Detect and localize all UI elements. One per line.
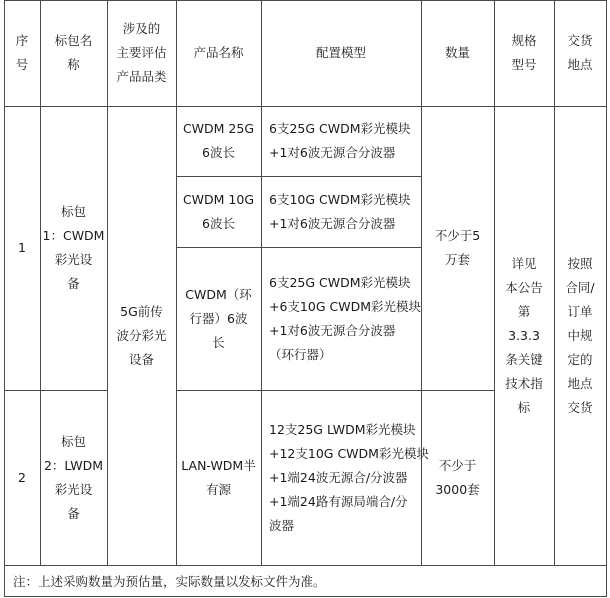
header-seq-line: 号 <box>15 57 29 72</box>
header-config-model <box>261 0 421 106</box>
spec-line: 3.3.3 <box>508 327 540 343</box>
delivery-line: 合同/ <box>565 279 595 295</box>
bid2-seq <box>4 390 40 565</box>
spec-line: 本公告 <box>505 279 543 295</box>
product-name-line: LAN-WDM半 <box>181 457 256 473</box>
header-quantity <box>421 0 494 106</box>
bid1-seq-line: 1 <box>18 240 26 255</box>
config-line: 6支25G CWDM彩光模块 <box>269 274 411 290</box>
quantity-line: 3000套 <box>435 481 480 497</box>
rule-bottom <box>4 596 607 597</box>
quantity-line: 万套 <box>444 252 470 267</box>
config-line: +1端24波无源合/分波器 <box>269 469 408 485</box>
bid1-product-3-config <box>261 247 421 390</box>
header-bid-name <box>40 0 107 106</box>
quantity-line: 不少于 <box>438 457 477 473</box>
rule-right <box>606 0 607 597</box>
bid1-name-line: 标包 <box>60 204 86 219</box>
config-line: +6支10G CWDM彩光模块 <box>269 298 421 314</box>
header-seq <box>4 0 40 106</box>
product-name-line: CWDM（环 <box>185 286 252 302</box>
bid1-name-line: 1：CWDM <box>42 228 105 243</box>
spec-line: 第 <box>517 303 531 319</box>
config-line: （环行器） <box>269 346 332 362</box>
delivery-line: 中规 <box>567 327 593 343</box>
footnote: 注：上述采购数量为预估量，实际数量以发标文件为准。 <box>13 574 326 589</box>
spec-shared <box>494 106 554 565</box>
header-seq-line: 序 <box>15 33 29 48</box>
header-bid-name-line: 标包名 <box>54 33 93 48</box>
bid1-product-3-name <box>176 247 261 390</box>
procurement-table <box>4 0 607 597</box>
header-spec-model <box>494 0 554 106</box>
bid1-name-line: 彩光设 <box>54 252 93 267</box>
bid2-name-line: 彩光设 <box>54 481 93 497</box>
bid1-product-1-name <box>176 106 261 176</box>
bid1-quantity <box>421 106 494 390</box>
bid1-product-2-name <box>176 176 261 247</box>
config-line: 波器 <box>269 517 295 533</box>
header-bid-name-line: 称 <box>67 57 80 72</box>
config-line: 12支25G LWDM彩光模块 <box>269 421 416 437</box>
config-line: 6支25G CWDM彩光模块 <box>269 121 411 136</box>
delivery-line: 地点 <box>567 375 593 391</box>
delivery-shared <box>554 106 606 565</box>
header-category-line: 产品品类 <box>116 69 167 84</box>
delivery-line: 交货 <box>567 399 593 415</box>
bid1-name-line: 备 <box>67 276 80 291</box>
category-line: 波分彩光 <box>116 327 167 343</box>
header-config-model-line: 配置模型 <box>315 45 366 60</box>
spec-line: 标 <box>517 399 531 415</box>
header-product-name-line: 产品名称 <box>193 45 244 60</box>
header-quantity-line: 数量 <box>444 45 470 60</box>
bid2-name-line: 备 <box>67 505 80 521</box>
bid2-quantity <box>421 390 494 565</box>
product-name-line: 有源 <box>205 481 231 497</box>
header-spec-model-line: 规格 <box>511 33 537 48</box>
bid2-name-line: 2：LWDM <box>43 457 104 473</box>
product-name-line: CWDM 10G <box>182 191 255 207</box>
delivery-line: 定的 <box>567 351 593 367</box>
config-line: +1对6波无源合分波器 <box>269 322 396 338</box>
product-name-line: 6波长 <box>202 145 235 160</box>
bid2-product-1-name <box>176 390 261 565</box>
bid1-name <box>40 106 107 390</box>
quantity-line: 不少于5 <box>434 228 481 243</box>
header-delivery-place-line: 地点 <box>567 57 593 72</box>
config-line: +1端24路有源局端合/分 <box>269 493 408 509</box>
header-delivery-place <box>554 0 606 106</box>
spec-line: 条关键 <box>505 351 543 367</box>
bid2-name <box>40 390 107 565</box>
bid1-product-1-config <box>261 106 421 176</box>
header-category-line: 涉及的 <box>122 21 161 36</box>
delivery-line: 订单 <box>567 303 593 319</box>
spec-line: 详见 <box>511 255 537 271</box>
bid1-seq <box>4 106 40 390</box>
bid2-seq-line: 2 <box>18 469 26 485</box>
config-line: +1对6波无源合分波器 <box>269 215 396 231</box>
bid2-name-line: 标包 <box>60 433 86 449</box>
spec-line: 技术指 <box>505 375 543 391</box>
config-line: 6支10G CWDM彩光模块 <box>269 191 411 207</box>
config-line: +1对6波无源合分波器 <box>269 145 396 160</box>
bid2-product-1-config <box>261 390 429 565</box>
header-spec-model-line: 型号 <box>511 57 537 72</box>
product-name-line: 长 <box>212 334 225 350</box>
bid1-product-2-config <box>261 176 421 247</box>
product-name-line: 6波长 <box>202 215 235 231</box>
delivery-line: 按照 <box>567 255 593 271</box>
config-line: +12支10G CWDM彩光模块 <box>269 445 429 461</box>
header-category-line: 主要评估 <box>116 45 167 60</box>
header-category <box>107 0 176 106</box>
product-name-line: 行器）6波 <box>189 310 248 326</box>
category-line: 设备 <box>128 351 154 367</box>
header-product-name <box>176 0 261 106</box>
category-line: 5G前传 <box>120 303 163 319</box>
product-name-line: CWDM 25G <box>182 121 255 136</box>
category-shared <box>107 106 176 565</box>
header-delivery-place-line: 交货 <box>567 33 593 48</box>
